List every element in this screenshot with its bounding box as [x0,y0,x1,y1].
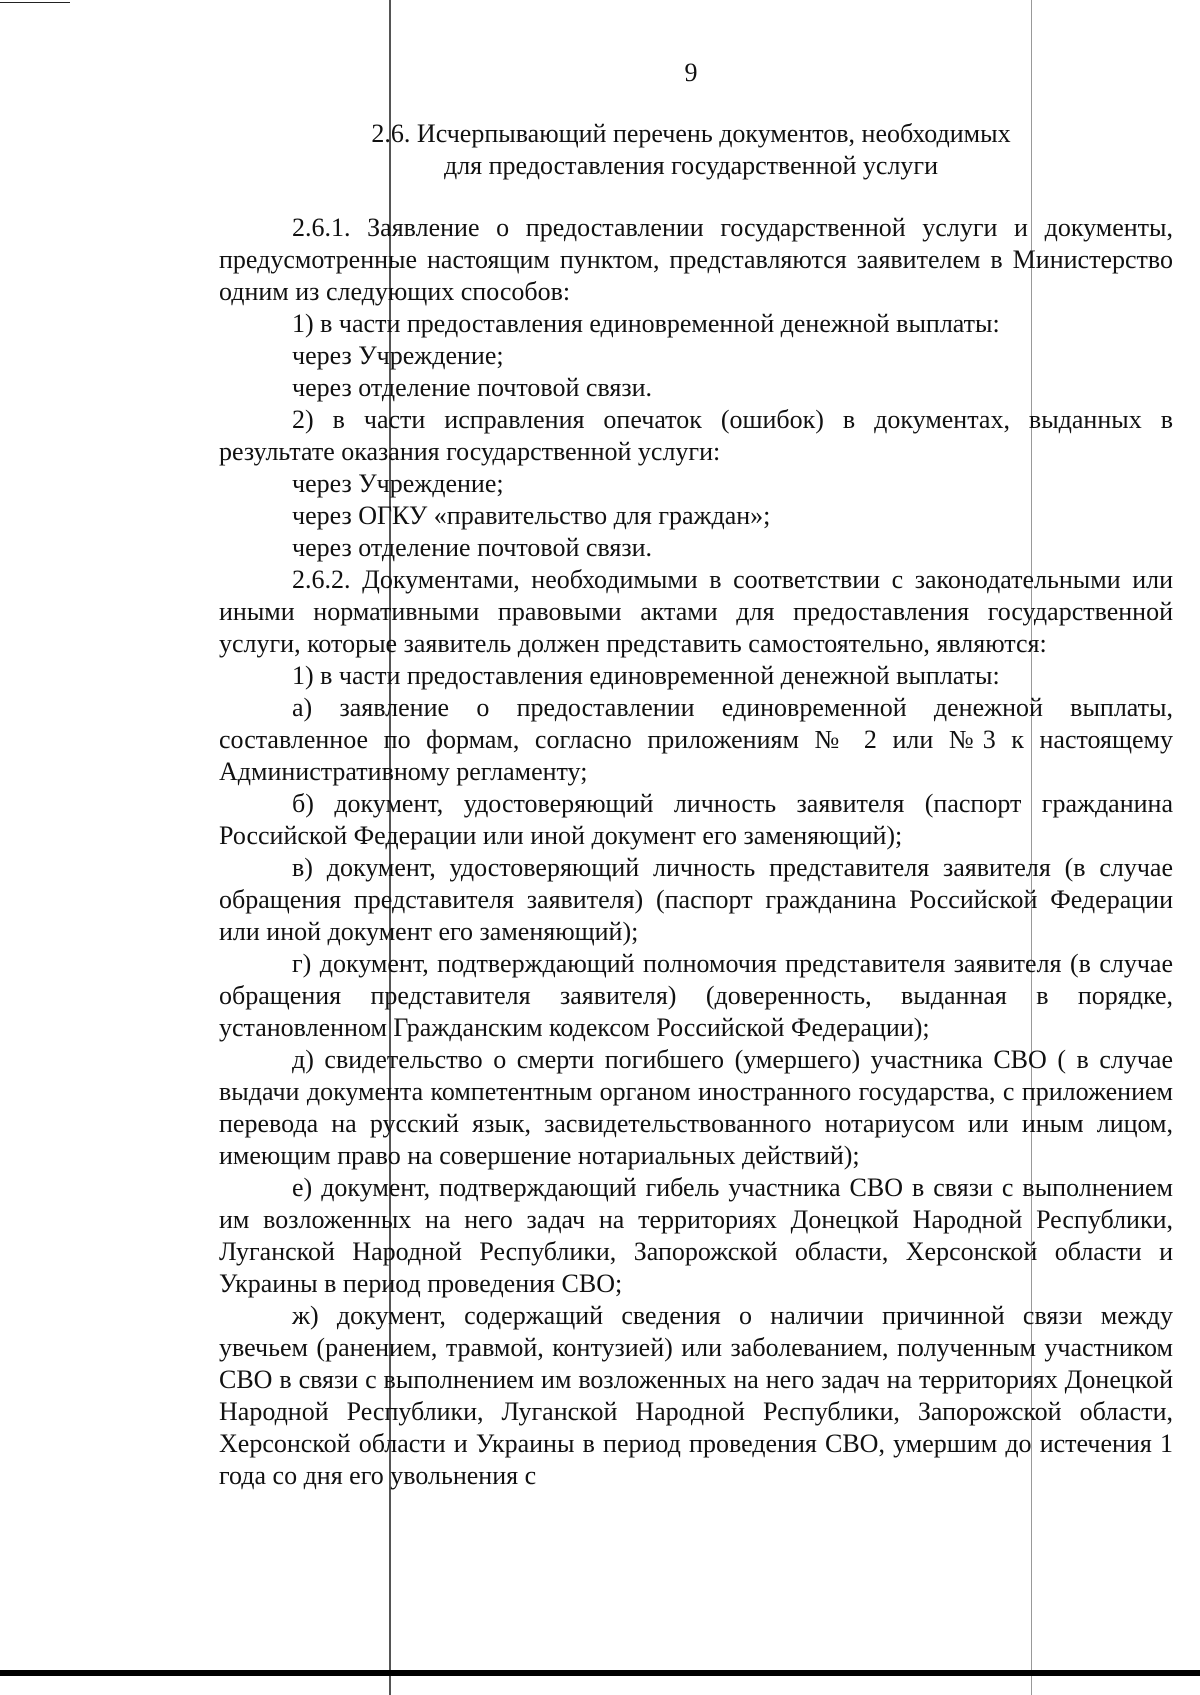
heading-line-1 [0,118,1200,150]
paragraph: через отделение почтовой связи. [292,373,653,402]
paragraph: через Учреждение; [292,341,504,370]
paragraph: б) документ, удостоверяющий личность заявителя (паспорт гражданина Российской Федерации или иной документ его заменяющий); [219,789,1173,850]
paragraph: г) документ, подтверждающий полномочия представителя заявителя (в случае обращения представителя заявителя) (доверенность, выданная в порядке, установленном Гражданским кодексом Российской Федерации); [219,949,1173,1042]
section-heading [0,118,1200,182]
paragraph: ж) документ, содержащий сведения о наличии причинной связи между увечьем (ранением, травмой, контузией) или заболеванием, полученным участником СВО в связи с выполнением им возложенных на него задач на территориях Донецкой Народной Республики, Луганской Народной Республики, Запорожской области, Херсонской области и Украины в период проведения СВО, умершим до истечения 1 года со дня его увольнения с [219,1301,1173,1490]
paragraph: в) документ, удостоверяющий личность представителя заявителя (в случае обращения представителя заявителя) (паспорт гражданина Российской Федерации или иной документ его заменяющий); [219,853,1173,946]
paragraph: через Учреждение; [292,469,504,498]
scan-artifact-bottom-border [0,1670,1200,1676]
scan-artifact-top-line [0,2,70,3]
paragraph: 2.6.2. Документами, необходимыми в соответствии с законодательными или иными нормативными правовыми актами для предоставления государственной услуги, которые заявитель должен представить самостоятельно, являются: [219,565,1173,658]
paragraph: 2) в части исправления опечаток (ошибок) в документах, выданных в результате оказания государственной услуги: [219,405,1173,466]
paragraph: 2.6.1. Заявление о предоставлении государственной услуги и документы, предусмотренные настоящим пунктом, представляются заявителем в Министерство одним из следующих способов: [219,213,1173,306]
paragraph: 1) в части предоставления единовременной денежной выплаты: [292,309,1000,338]
paragraph: через ОГКУ «правительство для граждан»; [292,501,771,530]
heading-title-line-2: для предоставления государственной услуги [443,151,939,180]
heading-number: 2.6. [371,119,411,148]
paragraph: е) документ, подтверждающий гибель участника СВО в связи с выполнением им возложенных на него задач на территориях Донецкой Народной Республики, Луганской Народной Республики, Запорожской области, Херсонской области и Украины в период проведения СВО; [219,1173,1173,1298]
paragraph: а) заявление о предоставлении единовременной денежной выплаты, составленное по формам, согласно приложениям № 2 или №3 к настоящему Административному регламенту; [219,693,1173,786]
paragraph: через отделение почтовой связи. [292,533,653,562]
heading-title-line-1: Исчерпывающий перечень документов, необходимых [416,119,1011,148]
paragraph: д) свидетельство о смерти погибшего (умершего) участника СВО ( в случае выдачи документа компетентным органом иностранного государства, с приложением перевода на русский язык, засвидетельствованного нотариусом или иным лицом, имеющим право на совершение нотариальных действий); [219,1045,1173,1170]
document-body [219,212,1173,1492]
page-number: 9 [684,58,698,87]
paragraph: 1) в части предоставления единовременной денежной выплаты: [292,661,1000,690]
